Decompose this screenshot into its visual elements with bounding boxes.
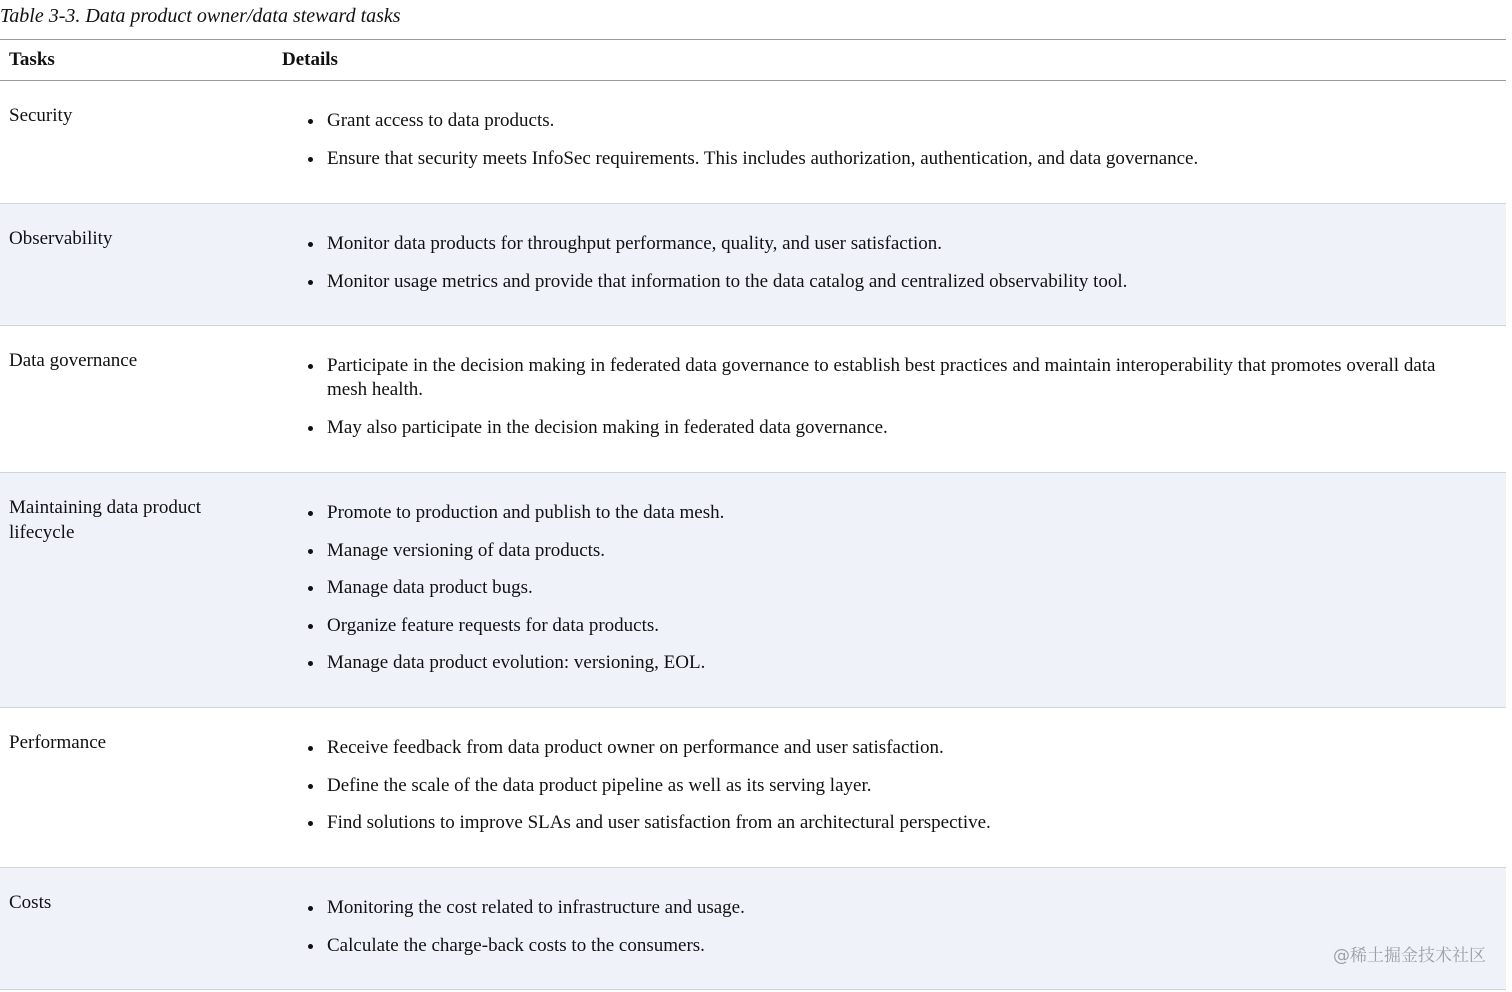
detail-item: May also participate in the decision making in federated data governance. bbox=[300, 416, 1476, 440]
detail-item: Monitoring the cost related to infrastructure and usage. bbox=[300, 896, 1476, 920]
detail-item: Grant access to data products. bbox=[300, 109, 1476, 133]
detail-item: Define the scale of the data product pipeline as well as its serving layer. bbox=[300, 774, 1476, 798]
table-row-costs bbox=[0, 868, 1506, 990]
detail-item: Ensure that security meets InfoSec requirements. This includes authorization, authentication, and data governance. bbox=[300, 147, 1476, 171]
detail-item: Receive feedback from data product owner on performance and user satisfaction. bbox=[300, 736, 1476, 760]
detail-item: Calculate the charge-back costs to the consumers. bbox=[300, 934, 1476, 958]
detail-item: Participate in the decision making in federated data governance to establish best practices and maintain interoperability that promotes overall data mesh health. bbox=[300, 354, 1476, 402]
detail-item: Manage data product evolution: versioning, EOL. bbox=[300, 651, 1476, 675]
task-label: Observability bbox=[9, 228, 113, 249]
table-caption: Table 3-3. Data product owner/data steward tasks bbox=[0, 5, 401, 27]
details-list bbox=[300, 896, 1476, 971]
details-list bbox=[300, 501, 1476, 689]
task-label: Data governance bbox=[9, 350, 138, 371]
task-label: Costs bbox=[9, 892, 52, 913]
details-list bbox=[300, 109, 1476, 184]
detail-item: Organize feature requests for data products. bbox=[300, 614, 1476, 638]
detail-item: Manage versioning of data products. bbox=[300, 539, 1476, 563]
table-row-observability bbox=[0, 204, 1506, 326]
detail-item: Manage data product bugs. bbox=[300, 576, 1476, 600]
watermark: @稀土掘金技术社区 bbox=[1333, 946, 1486, 966]
detail-item: Monitor data products for throughput performance, quality, and user satisfaction. bbox=[300, 232, 1476, 256]
task-label: Security bbox=[9, 105, 73, 126]
task-label: Maintaining data product lifecycle bbox=[9, 497, 202, 543]
table-row-security bbox=[0, 81, 1506, 204]
detail-item: Promote to production and publish to the data mesh. bbox=[300, 501, 1476, 525]
tasks-column-header: Tasks bbox=[9, 49, 55, 70]
task-label: Performance bbox=[9, 732, 107, 753]
table-header bbox=[0, 40, 1506, 81]
tasks-table bbox=[0, 39, 1506, 990]
details-list bbox=[300, 354, 1476, 453]
table-row-performance bbox=[0, 708, 1506, 868]
details-column-header: Details bbox=[282, 49, 338, 70]
table-row-data-governance bbox=[0, 326, 1506, 473]
details-list bbox=[300, 736, 1476, 849]
detail-item: Monitor usage metrics and provide that information to the data catalog and centralized observability tool. bbox=[300, 270, 1476, 294]
details-list bbox=[300, 232, 1476, 307]
detail-item: Find solutions to improve SLAs and user satisfaction from an architectural perspective. bbox=[300, 811, 1476, 835]
table-row-lifecycle bbox=[0, 473, 1506, 708]
